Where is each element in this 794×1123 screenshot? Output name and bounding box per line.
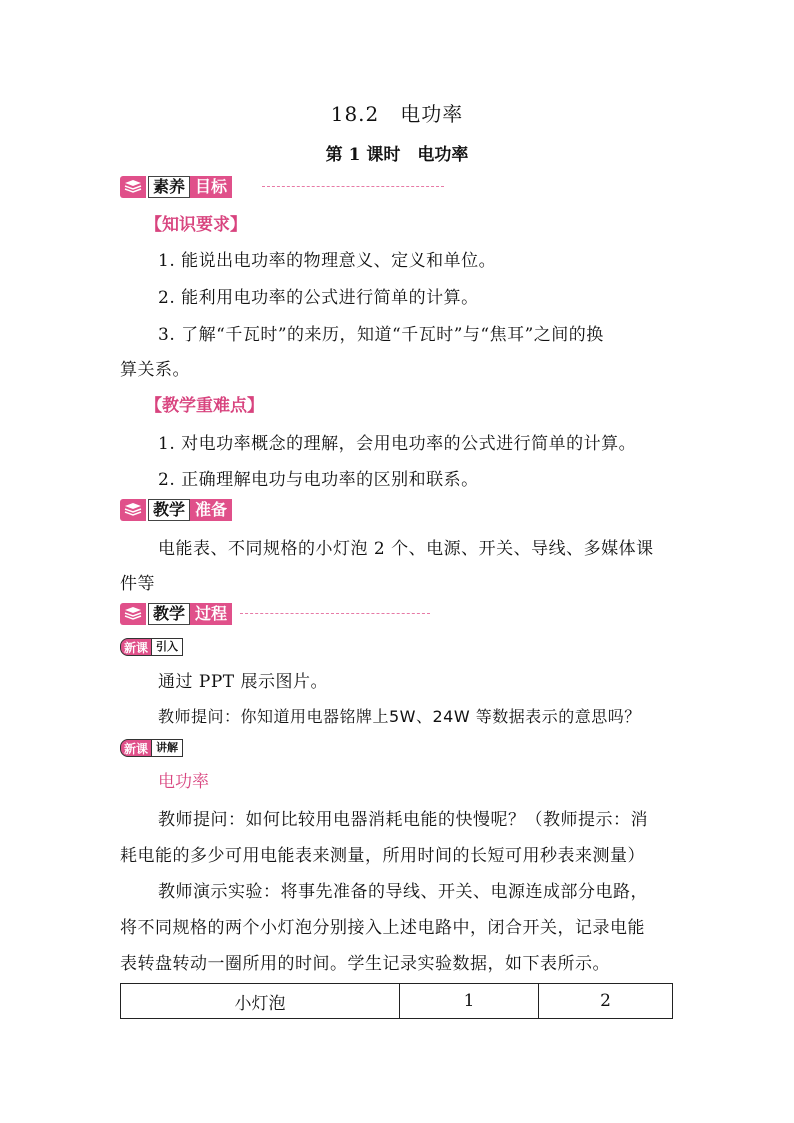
keypoints-heading: 【教学重难点】	[145, 396, 264, 416]
intro-badge-right: 引入	[152, 638, 183, 656]
knowledge-item-3b: 算关系。	[120, 360, 190, 380]
lecture-p1-a: 教师提问：如何比较用电器消耗电能的快慢呢？（教师提示：消	[158, 810, 648, 830]
section-prep-badge	[120, 499, 232, 521]
lecture-p2-c: 表转盘转动一圈所用的时间。学生记录实验数据，如下表所示。	[120, 954, 610, 974]
knowledge-item-3a: 3. 了解“千瓦时”的来历，知道“千瓦时”与“焦耳”之间的换	[158, 325, 604, 345]
book-icon	[120, 603, 146, 625]
book-icon	[120, 499, 146, 521]
lecture-p2-b: 将不同规格的两个小灯泡分别接入上述电路中，闭合开关，记录电能	[120, 918, 645, 938]
keypoints-item-1: 1. 对电功率概念的理解，会用电功率的公式进行简单的计算。	[158, 434, 637, 454]
prep-line-2: 件等	[120, 574, 155, 594]
table-header-cell: 2	[539, 984, 673, 1019]
table-header-cell: 1	[400, 984, 539, 1019]
intro-badge-left: 新课	[120, 638, 152, 656]
prep-line-1: 电能表、不同规格的小灯泡 2 个、电源、开关、导线、多媒体课	[158, 539, 654, 559]
intro-line-2: 教师提问：你知道用电器铭牌上5W、24W 等数据表示的意思吗？	[158, 707, 641, 726]
book-icon	[120, 176, 146, 198]
lecture-badge	[120, 739, 183, 757]
lecture-p2-a: 教师演示实验：将事先准备的导线、开关、电源连成部分电路，	[158, 882, 648, 902]
knowledge-heading: 【知识要求】	[145, 215, 247, 235]
section-goals-w1: 素养	[148, 176, 190, 198]
table-row	[121, 984, 673, 1019]
keypoints-item-2: 2. 正确理解电功与电功率的区别和联系。	[158, 470, 479, 490]
section-prep-w2: 准备	[190, 499, 232, 521]
section-process-divider	[240, 613, 430, 614]
lecture-badge-left: 新课	[120, 739, 152, 757]
section-goals-badge	[120, 176, 232, 198]
lecture-p1-b: 耗电能的多少可用电能表来测量，所用时间的长短可用秒表来测量）	[120, 846, 645, 866]
lecture-topic: 电功率	[158, 772, 209, 792]
section-process-w2: 过程	[190, 603, 232, 625]
data-table	[120, 983, 673, 1019]
lecture-badge-right: 讲解	[152, 739, 183, 757]
section-goals-divider	[262, 186, 444, 187]
section-process-badge	[120, 603, 232, 625]
page-subtitle: 第 1 课时 电功率	[325, 145, 469, 165]
knowledge-item-1: 1. 能说出电功率的物理意义、定义和单位。	[158, 251, 497, 271]
intro-line-1: 通过 PPT 展示图片。	[158, 672, 329, 692]
page-title: 18.2 电功率	[330, 102, 464, 126]
knowledge-item-2: 2. 能利用电功率的公式进行简单的计算。	[158, 288, 479, 308]
section-goals-w2: 目标	[190, 176, 232, 198]
table-header-cell: 小灯泡	[121, 984, 400, 1019]
intro-badge	[120, 638, 183, 656]
section-prep-w1: 教学	[148, 499, 190, 521]
section-process-w1: 教学	[148, 603, 190, 625]
